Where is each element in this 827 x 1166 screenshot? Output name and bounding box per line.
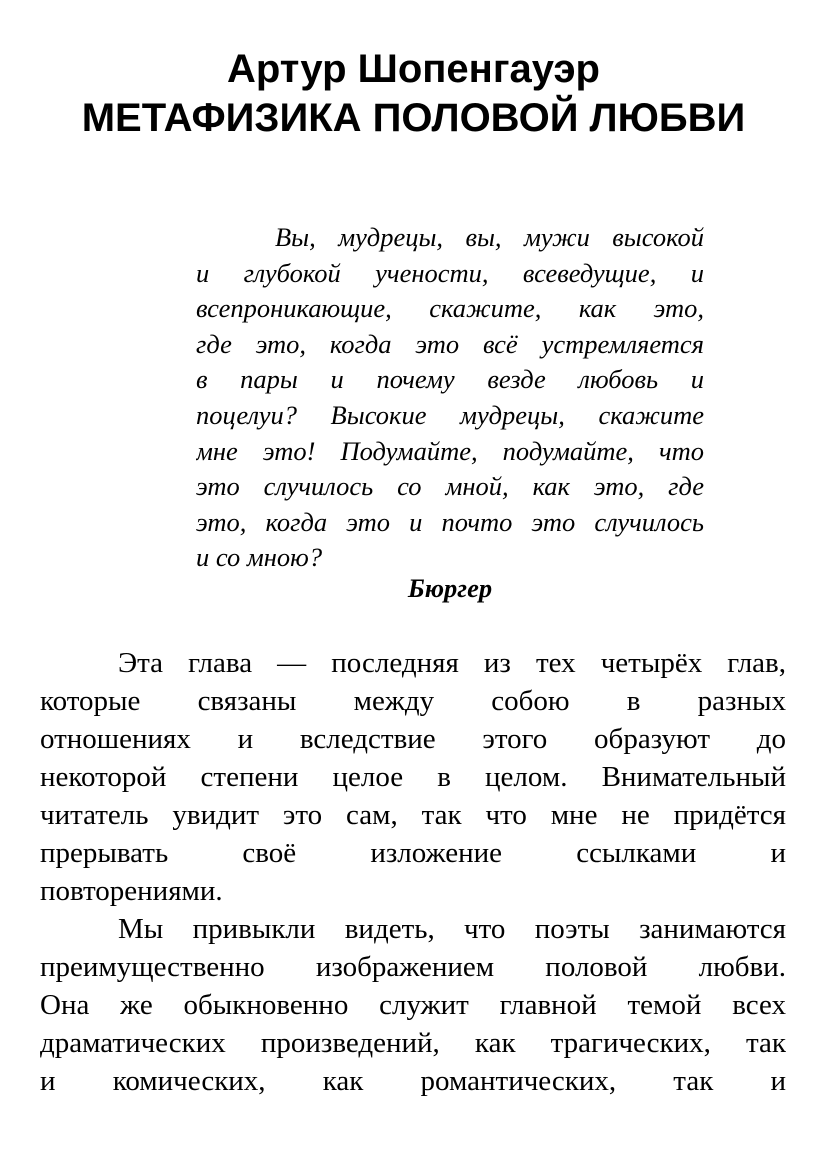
epigraph-line: и со мною? <box>196 542 323 573</box>
epigraph-line: это, когда это и почто это случилось <box>196 506 704 537</box>
epigraph <box>196 220 704 576</box>
paragraph-line: Она же обыкновенно служит главной темой всех <box>40 989 786 1021</box>
body-text <box>40 644 786 1100</box>
paragraph-line: некоторой степени целое в целом. Внимательный <box>40 761 786 793</box>
paragraph-line: прерывать своё изложение ссылками и <box>40 837 786 869</box>
epigraph-line: и глубокой учености, всеведущие, и <box>196 257 704 288</box>
paragraph-line: повторениями. <box>40 875 223 907</box>
paragraph-line: и комических, как романтических, так и <box>40 1065 786 1097</box>
epigraph-line: Вы, мудрецы, вы, мужи высокой <box>275 222 704 252</box>
paragraph <box>40 910 786 1100</box>
paragraph <box>40 644 786 910</box>
work-title: МЕТАФИЗИКА ПОЛОВОЙ ЛЮБВИ <box>81 96 746 140</box>
paragraph-line: Эта глава — последняя из тех четырёх глав, <box>118 647 786 679</box>
epigraph-line: всепроникающие, скажите, как это, <box>196 293 704 324</box>
paragraph-line: которые связаны между собою в разных <box>40 685 786 717</box>
paragraph-line: отношениях и вследствие этого образуют до <box>40 723 786 755</box>
epigraph-line: это случилось со мной, как это, где <box>196 471 704 502</box>
author-name: Артур Шопенгауэр <box>227 47 600 91</box>
epigraph-signature: Бюргер <box>407 573 493 603</box>
paragraph-line: преимущественно изображением половой любви. <box>40 951 786 983</box>
paragraph-line: драматических произведений, как трагических, так <box>40 1027 786 1059</box>
epigraph-line: в пары и почему везде любовь и <box>196 364 704 395</box>
epigraph-line: поцелуи? Высокие мудрецы, скажите <box>196 399 704 430</box>
paragraph-line: читатель увидит это сам, так что мне не придётся <box>40 799 786 831</box>
paragraph-line: Мы привыкли видеть, что поэты занимаются <box>118 913 786 945</box>
epigraph-line: мне это! Подумайте, подумайте, что <box>196 435 704 466</box>
epigraph-line: где это, когда это всё устремляется <box>196 328 704 359</box>
